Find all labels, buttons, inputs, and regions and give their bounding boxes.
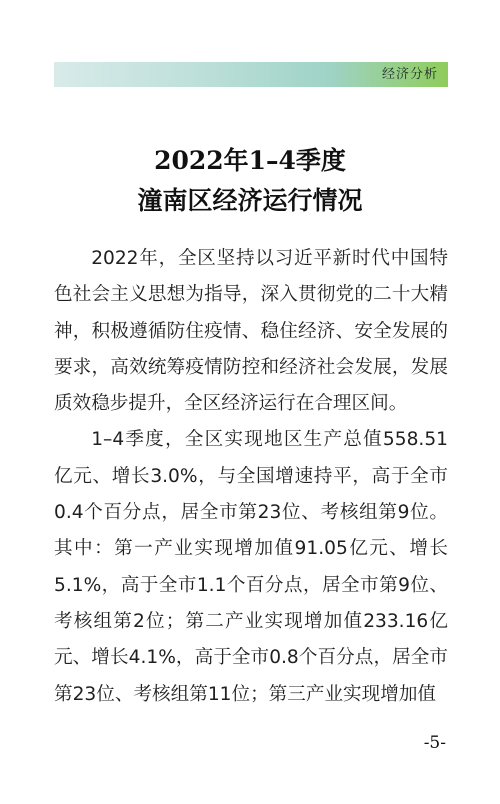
section-label: 经济分析 [381, 67, 438, 82]
page-number: -5- [423, 733, 446, 753]
article-title-line-1: 2022年1–4季度 [154, 146, 346, 175]
article-title-line-2: 潼南区经济运行情况 [137, 186, 363, 215]
paragraph-intro: 2022年，全区坚持以习近平新时代中国特色社会主义思想为指导，深入贯彻党的二十大精神，积极遵循防住疫情、稳住经济、安全发展的要求，高效统筹疫情防控和经济社会发展，发展质效稳步提升，全区经济运行在合理区间。 [54, 248, 448, 415]
paragraph-gdp: 1–4季度，全区实现地区生产总值558.51亿元、增长3.0%，与全国增速持平，高于全市0.4个百分点，居全市第23位、考核组第9位。其中：第一产业实现增加值91.05亿元、增长5.1%，高于全市1.1个百分点，居全市第9位、考核组第2位；第二产业实现增加值233.16亿元、增长4.1%，高于全市0.8个百分点，居全市第23位、考核组第11位；第三产业实现增加值 [54, 429, 448, 705]
article-body [54, 241, 448, 713]
section-header-band [54, 62, 448, 87]
